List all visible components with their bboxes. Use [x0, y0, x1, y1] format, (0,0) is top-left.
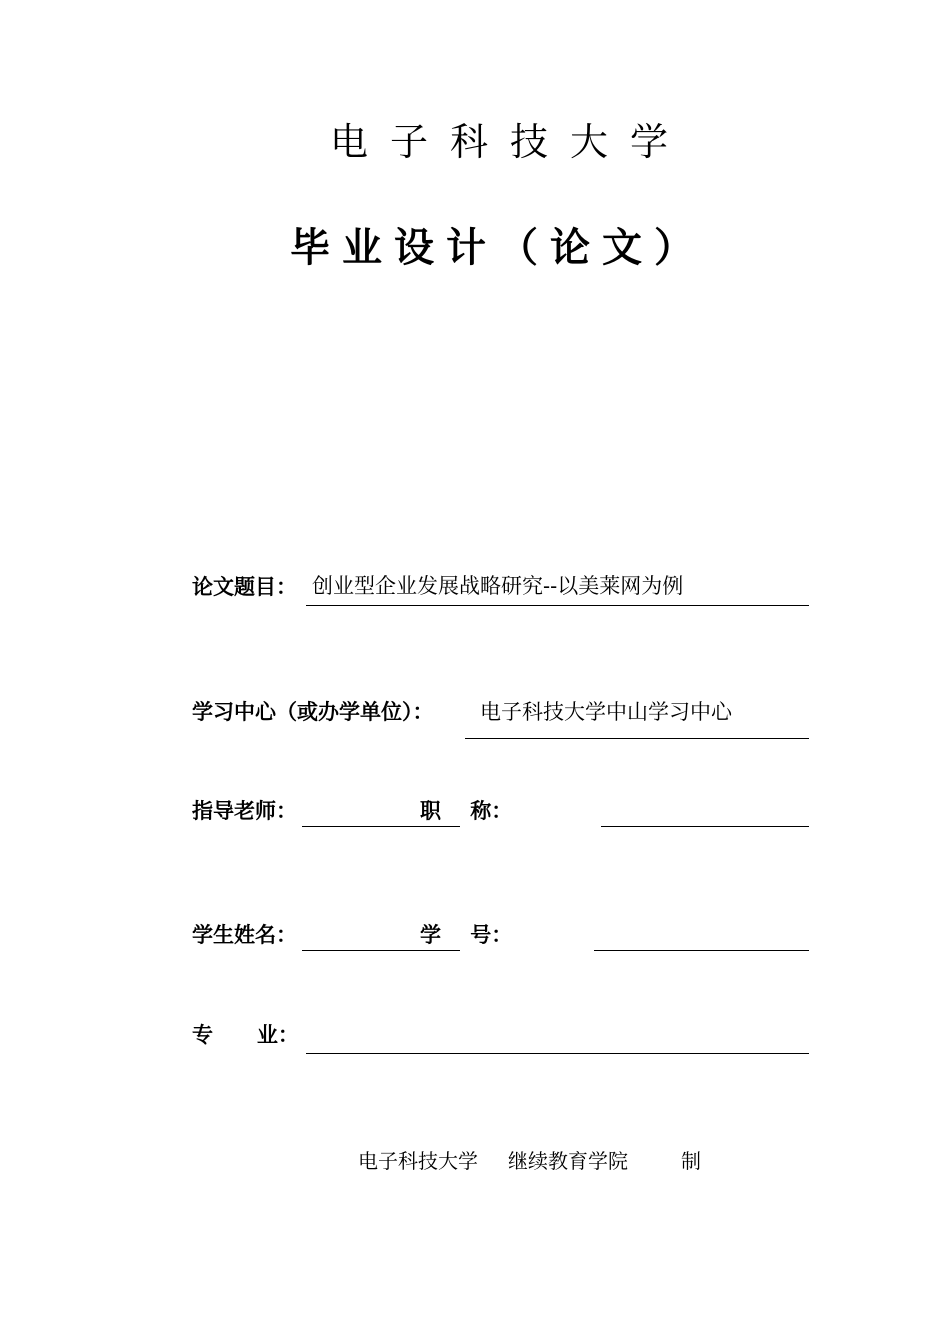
thesis-title-underline: [306, 605, 809, 606]
thesis-title-label: 论文题目：: [192, 575, 297, 599]
study-center-label: 学习中心（或办学单位）：: [192, 700, 434, 724]
document-type-title: 毕业设计（论文）: [290, 225, 706, 271]
student-name-label: 学生姓名：: [192, 923, 297, 947]
university-title: 电子科技大学: [329, 120, 690, 164]
thesis-title-value: 创业型企业发展战略研究--以美莱网为例: [312, 574, 684, 598]
student-id-label: 学 号：: [420, 923, 513, 947]
advisor-rank-underline: [601, 826, 809, 827]
advisor-label: 指导老师：: [192, 799, 297, 823]
footer-issuer-college: 继续教育学院: [508, 1149, 628, 1173]
advisor-rank-label: 职 称：: [420, 799, 513, 823]
study-center-underline: [465, 738, 809, 739]
footer-issuer-university: 电子科技大学: [358, 1149, 478, 1173]
footer-issuer-suffix: 制: [681, 1149, 701, 1173]
student-id-underline: [594, 950, 809, 951]
major-label: 专 业：: [192, 1023, 299, 1047]
study-center-value: 电子科技大学中山学习中心: [480, 700, 732, 724]
advisor-underline: [302, 826, 460, 827]
student-name-underline: [302, 950, 460, 951]
major-underline: [306, 1053, 809, 1054]
